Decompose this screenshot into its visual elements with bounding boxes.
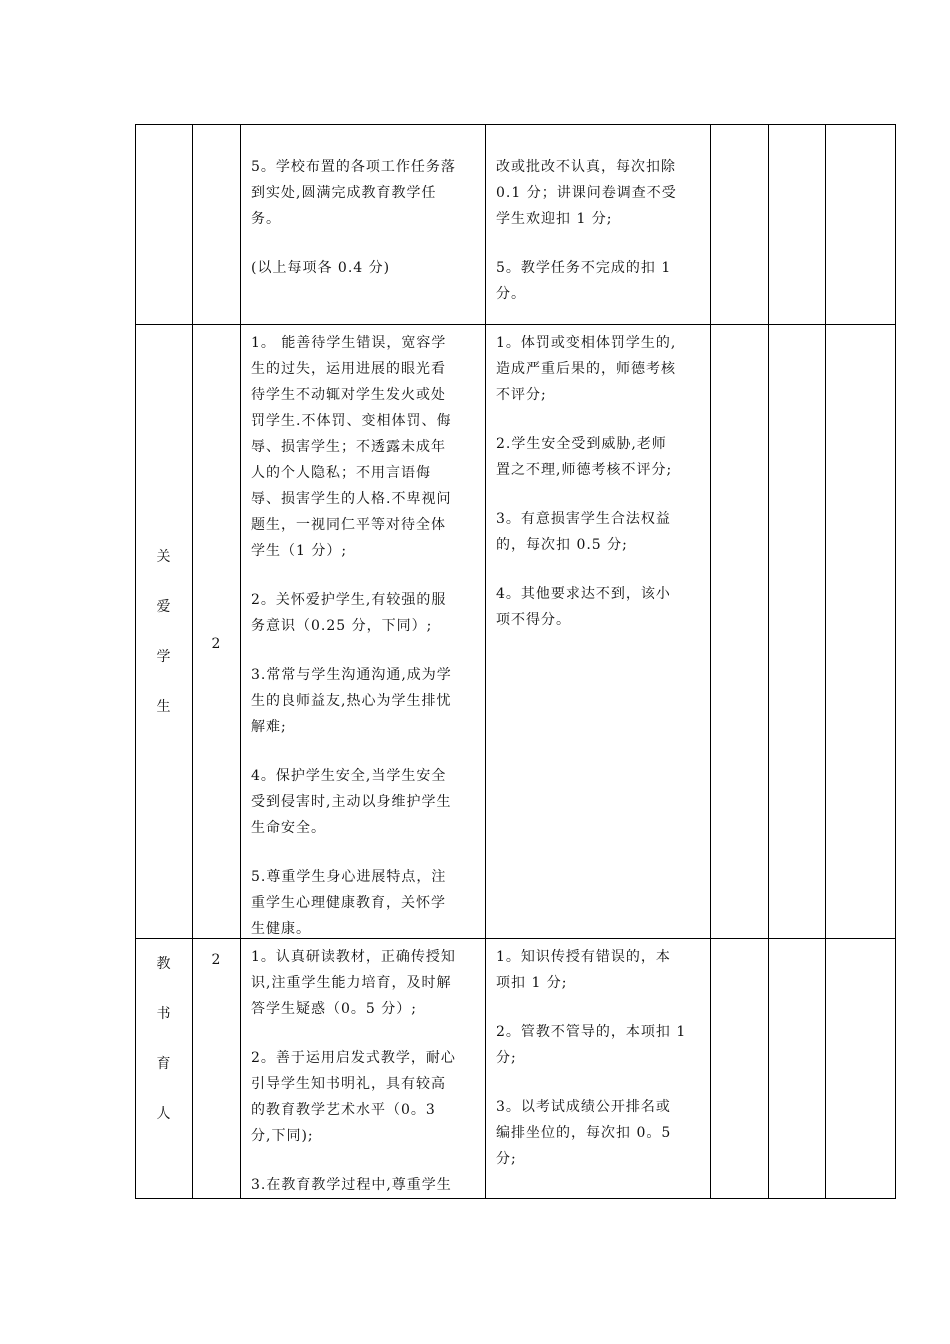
category-char: 学 [156,648,172,665]
category-char: 生 [156,698,172,715]
deduction-item: 2。管教不管导的，本项扣 1 分; [496,1024,687,1066]
standard-item: 4。保护学生安全,当学生安全 受到侵害时,主动以身维护学生 生命安全。 [251,768,452,836]
deduction-item: 2.学生安全受到威胁,老师 置之不理,师德考核不评分; [496,436,673,478]
deductions-cell [486,125,711,325]
category-cell [136,939,193,1199]
score-cell [193,125,241,325]
score-cell [193,939,241,1199]
deduction-item: 4。其他要求达不到，该小 项不得分。 [496,586,671,628]
score-cell [193,325,241,939]
standard-item: 5。学校布置的各项工作任务落 到实处,圆满完成教育教学任 务。 [251,159,456,227]
school-eval-cell [826,325,896,939]
group-eval-cell [769,325,826,939]
table-row [136,125,896,325]
category-char: 关 [156,548,172,565]
category-char: 爱 [156,598,172,615]
category-char: 教 [156,956,172,972]
self-eval-cell [711,939,769,1199]
group-eval-cell [769,125,826,325]
deduction-item: 3。有意损害学生合法权益 的，每次扣 0.5 分; [496,511,671,553]
deduction-item: 改或批改不认真，每次扣除 0.1 分；讲课问卷调查不受 学生欢迎扣 1 分; [496,159,677,227]
score-value: 2 [211,952,222,968]
school-eval-cell [826,125,896,325]
deductions-cell [486,939,711,1199]
category-char: 育 [156,1056,172,1072]
category-cell [136,125,193,325]
standard-item: 2。善于运用启发式教学，耐心 引导学生知书明礼，具有较高 的教育教学艺术水平（0。3 分,下同); [251,1050,456,1144]
category-cell [136,325,193,939]
category-char: 书 [156,1006,172,1022]
table-row [136,325,896,939]
standard-item: 1。认真研读教材，正确传授知 识,注重学生能力培育，及时解 答学生疑惑（0。5 分）; [251,949,456,1017]
self-eval-cell [711,125,769,325]
deduction-item: 1。体罚或变相体罚学生的, 造成严重后果的，师德考核 不评分; [496,335,677,403]
deduction-item: 3。以考试成绩公开排名或 编排坐位的，每次扣 0。5 分; [496,1099,672,1167]
deduction-item: 1。知识传授有错误的，本 项扣 1 分; [496,949,671,991]
standards-cell [241,325,486,939]
group-eval-cell [769,939,826,1199]
standard-item: (以上每项各 0.4 分) [251,260,391,276]
school-eval-cell [826,939,896,1199]
table-row [136,939,896,1199]
standards-cell [241,939,486,1199]
deduction-item: 5。教学任务不完成的扣 1 分。 [496,260,672,302]
standard-item: 3.常常与学生沟通沟通,成为学 生的良师益友,热心为学生排忧 解难; [251,667,452,735]
score-value: 2 [211,635,222,652]
standards-cell [241,125,486,325]
deductions-cell [486,325,711,939]
standard-item: 3.在教育教学过程中,尊重学生 [251,1177,452,1193]
standard-item: 5.尊重学生身心进展特点，注 重学生心理健康教育，关怀学 生健康。 [251,869,447,936]
evaluation-table [135,124,896,1199]
self-eval-cell [711,325,769,939]
standard-item: 2。关怀爱护学生,有较强的服 务意识（0.25 分，下同）; [251,592,447,634]
category-char: 人 [156,1106,172,1122]
standard-item: 1。 能善待学生错误，宽容学 生的过失，运用进展的眼光看 待学生不动辄对学生发火或处 罚学生.不体罚、变相体罚、侮 辱、损害学生；不透露未成年 人的个人隐私；不用言语侮 辱、损害学生的人格.不卑视问 题生，一视同仁平等对待全体 学生（1 分）; [251,335,452,559]
